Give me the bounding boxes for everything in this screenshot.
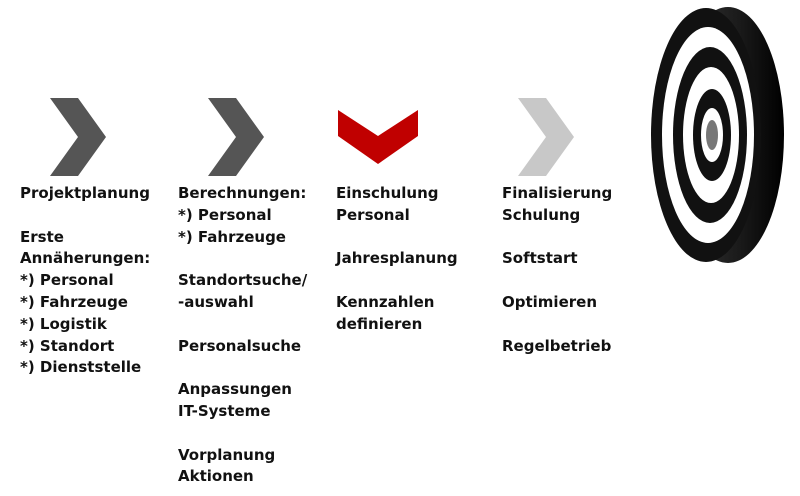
step-text-line: *) Logistik bbox=[20, 314, 107, 333]
chevron-arrow-step-4 bbox=[518, 98, 576, 176]
step-2-block-1 bbox=[178, 183, 307, 248]
step-text-line: Finalisierung bbox=[502, 184, 613, 202]
step-1-block-2 bbox=[20, 227, 150, 380]
step-2-block-3 bbox=[178, 336, 307, 358]
step-3-block-3 bbox=[336, 292, 458, 336]
bullseye-target-icon bbox=[650, 0, 800, 275]
chevron-arrow-step-2 bbox=[208, 98, 266, 176]
step-2-column bbox=[178, 183, 307, 488]
chevron-arrow-step-1 bbox=[50, 98, 108, 176]
step-text-line: -auswahl bbox=[178, 292, 254, 311]
step-2-block-2 bbox=[178, 270, 307, 314]
step-text-line: Anpassungen bbox=[178, 380, 292, 399]
step-text-line: Erste bbox=[20, 227, 64, 246]
step-text-line: Personal bbox=[336, 205, 410, 224]
step-2-block-4 bbox=[178, 379, 307, 423]
step-text-line: Berechnungen: bbox=[178, 184, 307, 202]
step-1-block-1 bbox=[20, 183, 150, 205]
step-text-line: *) Standort bbox=[20, 336, 115, 355]
step-text-line: Vorplanung bbox=[178, 445, 276, 464]
step-text-line: *) Personal bbox=[20, 271, 114, 290]
step-text-line: *) Fahrzeuge bbox=[20, 292, 128, 311]
step-3-column bbox=[336, 183, 458, 336]
step-4-block-3 bbox=[502, 292, 612, 314]
step-text-line: Softstart bbox=[502, 249, 578, 268]
step-text-line: Schulung bbox=[502, 205, 581, 224]
step-text-line: *) Personal bbox=[178, 205, 272, 224]
step-text-line: Projektplanung bbox=[20, 184, 150, 202]
step-text-line: IT-Systeme bbox=[178, 401, 271, 420]
step-4-block-1 bbox=[502, 183, 612, 227]
chevron-shape bbox=[50, 98, 106, 176]
step-text-line: Optimieren bbox=[502, 292, 597, 311]
step-text-line: Jahresplanung bbox=[336, 249, 458, 268]
step-4-column bbox=[502, 183, 612, 357]
step-4-block-4 bbox=[502, 336, 612, 358]
step-text-line: definieren bbox=[336, 314, 423, 333]
step-4-block-2 bbox=[502, 248, 612, 270]
step-3-block-1 bbox=[336, 183, 458, 227]
step-1-column bbox=[20, 183, 150, 379]
step-2-block-5 bbox=[178, 445, 307, 489]
target-center bbox=[706, 120, 718, 150]
chevron-shape bbox=[208, 98, 264, 176]
step-text-line: Personalsuche bbox=[178, 336, 302, 355]
step-text-line: Einschulung bbox=[336, 184, 439, 202]
chevron-shape-active bbox=[338, 110, 418, 164]
step-text-line: Aktionen bbox=[178, 467, 254, 486]
step-3-block-2 bbox=[336, 248, 458, 270]
step-text-line: Kennzahlen bbox=[336, 292, 435, 311]
step-text-line: Annäherungen: bbox=[20, 249, 151, 268]
step-text-line: *) Dienststelle bbox=[20, 358, 142, 377]
step-text-line: Regelbetrieb bbox=[502, 336, 612, 355]
step-text-line: *) Fahrzeuge bbox=[178, 227, 286, 246]
chevron-shape bbox=[518, 98, 574, 176]
step-text-line: Standortsuche/ bbox=[178, 271, 308, 290]
chevron-down-icon bbox=[338, 110, 420, 166]
